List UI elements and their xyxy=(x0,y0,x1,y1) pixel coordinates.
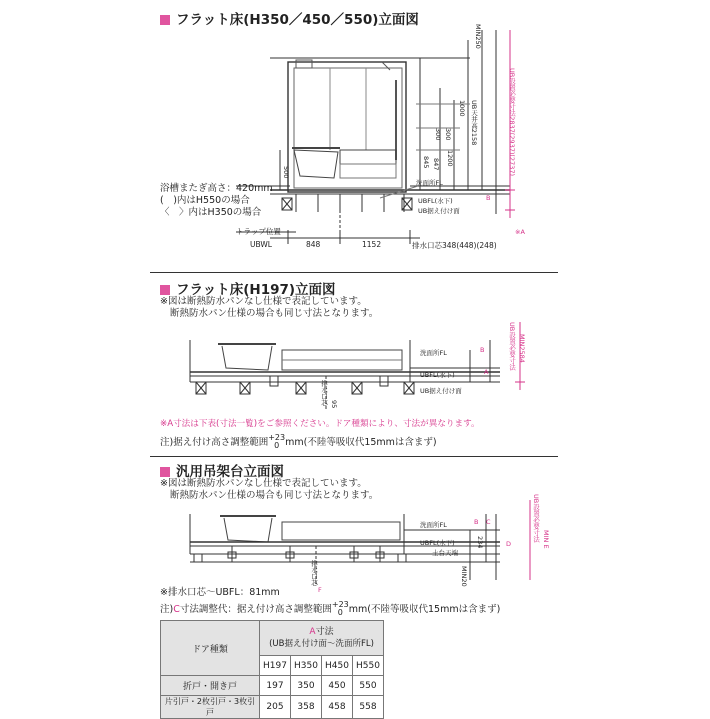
cell: 350 xyxy=(291,676,322,696)
s3-drain-note: ※排水口芯～UBFL：81mm xyxy=(160,587,280,598)
section2-elevation-drawing xyxy=(0,320,710,420)
section3-title: 汎用吊架台立面図 xyxy=(160,460,284,480)
s2-pink-note: ※A寸法は下表(寸法一覧)をご参照ください。ドア種類により、寸法が異なります。 xyxy=(160,419,480,429)
table-row xyxy=(161,676,384,696)
s3-drain-f: F xyxy=(318,586,322,594)
row-label: 片引戸・2枚引戸・3枚引戸 xyxy=(161,696,260,719)
col-h350: H350 xyxy=(291,656,322,676)
s3-label-foundation-top: 土台天端 xyxy=(432,549,458,557)
s3-ub-required: UB設置必要寸法 xyxy=(532,494,540,543)
dim-1200: 1200 xyxy=(446,150,454,167)
section3-note-1: ※図は断熱防水パンなし仕様で表記しています。 xyxy=(160,478,367,489)
divider-1 xyxy=(150,272,558,273)
label-ub-install: UB据え付け面 xyxy=(418,207,460,215)
cell: 450 xyxy=(322,676,353,696)
dim-1152: 1152 xyxy=(362,240,382,249)
dim-847: 847 xyxy=(432,158,440,171)
divider-2 xyxy=(150,456,558,457)
s2-marker-b: B xyxy=(480,346,485,354)
s3-min-e: MIN E xyxy=(542,530,550,549)
dim-848: 848 xyxy=(306,240,321,249)
s2-marker-a: A xyxy=(484,368,489,376)
dim-845: 845 xyxy=(422,156,430,169)
s3-label-washroom-fl: 洗面所FL xyxy=(420,521,447,529)
dim-1000: 1000 xyxy=(458,100,466,117)
marker-b: B xyxy=(486,194,491,202)
s3-marker-b: B xyxy=(474,518,479,526)
s2-drain-95: 95 xyxy=(330,400,338,409)
s3-label-ubfl: UBFL(水下) xyxy=(420,539,455,547)
col-h197: H197 xyxy=(260,656,291,676)
section2-title: フラット床(H197)立面図 xyxy=(160,278,336,298)
cell: 458 xyxy=(322,696,353,719)
section2-note-1: ※図は断熱防水パンなし仕様で表記しています。 xyxy=(160,296,367,307)
note-h550: ( )内はH550の場合 xyxy=(160,195,250,206)
col-h450: H450 xyxy=(322,656,353,676)
s2-label-ubfl: UBFL(水下) xyxy=(420,371,455,379)
dim-500: 500 xyxy=(282,166,290,179)
note-tub-height: 浴槽またぎ高さ：420mm xyxy=(160,183,273,194)
s2-drain-label: 排水口芯 xyxy=(320,380,328,406)
section2-note-2: 断熱防水パン仕様の場合も同じ寸法となります。 xyxy=(170,308,379,319)
a-dimension-header: A寸法 (UB据え付け面～洗面所FL) xyxy=(260,621,384,656)
cell: 197 xyxy=(260,676,291,696)
row-label: 折戸・開き戸 xyxy=(161,676,260,696)
s2-adjust-note: 注)据え付け高さ調整範囲+23 0 mm(不陸等吸収代15mmは含まず) xyxy=(160,433,437,450)
cell: 558 xyxy=(353,696,384,719)
ubwl-label: UBWL xyxy=(250,240,272,249)
section3-note-2: 断熱防水パン仕様の場合も同じ寸法となります。 xyxy=(170,490,379,501)
s3-marker-c: C xyxy=(486,518,491,526)
door-type-header: ドア種類 xyxy=(161,621,260,676)
table-row xyxy=(161,696,384,719)
s2-label-ub-install: UB据え付け面 xyxy=(420,387,462,395)
s3-dim-234: 234 xyxy=(476,536,484,549)
s2-label-washroom-fl: 洗面所FL xyxy=(420,349,447,357)
s3-marker-d: D xyxy=(506,540,512,548)
section-marker-icon xyxy=(160,285,170,295)
note-h350: 〈 〉内はH350の場合 xyxy=(160,207,262,218)
section-marker-icon xyxy=(160,467,170,477)
s3-dim-min20: MIN20 xyxy=(460,566,468,587)
section1-elevation-drawing xyxy=(0,0,710,260)
s2-min2584: MIN2584 xyxy=(518,334,526,363)
a-dimension-table xyxy=(160,620,384,719)
cell: 550 xyxy=(353,676,384,696)
marker-a: ※A xyxy=(515,228,525,236)
col-h550: H550 xyxy=(353,656,384,676)
dim-300-a: 300 xyxy=(434,128,442,141)
dim-ub-required: UB設置必要寸法2837(2937)(2737) xyxy=(508,68,516,176)
label-washroom-fl: 洗面所FL xyxy=(416,179,443,187)
section3-elevation-drawing xyxy=(0,500,710,590)
s3-drain-label: 排水口芯 xyxy=(310,560,318,586)
s2-ub-required: UB設置必要寸法 xyxy=(508,322,516,371)
drain-center-label: 排水口芯348(448)(248) xyxy=(412,241,497,250)
dim-300-b: 300 xyxy=(444,128,452,141)
section1-title: フラット床(H350／450／550)立面図 xyxy=(160,8,419,28)
cell: 205 xyxy=(260,696,291,719)
s3-adjust-note: 注)C寸法調整代：据え付け高さ調整範囲+23 0 mm(不陸等吸収代15mmは含まず) xyxy=(160,600,501,617)
label-ubfl: UBFL(水下) xyxy=(418,197,453,205)
dim-min250: MIN250 xyxy=(474,24,482,49)
dim-ub-ceiling: UB天井高2158 xyxy=(470,100,478,146)
trap-position-label: トラップ位置 xyxy=(236,227,281,236)
cell: 358 xyxy=(291,696,322,719)
